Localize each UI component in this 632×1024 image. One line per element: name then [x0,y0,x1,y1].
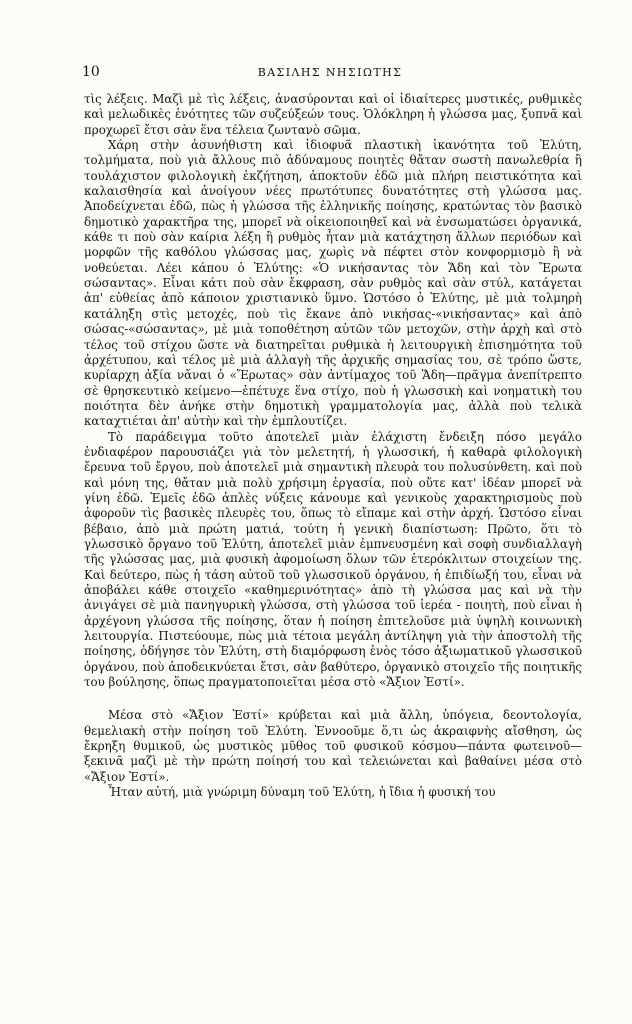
paragraph: Μέσα στὸ «Ἄξιον Ἐστί» κρύβεται καὶ μιὰ ἄλλη, ὑπόγεια, δεοντολογία, θεμελιακὴ στὴν ποίηση τοῦ Ἐλύτη. Ἐννοοῦμε ὅ,τι ὡς ἀκραιφνὴς αἴσθηση, ὡς ἔκρηξη θυμικοῦ, ὡς μυστικὸς μῦθος τοῦ φυσικοῦ κόσμου—πάντα φωτεινοῦ—ξεκινᾶ μαζὶ μὲ τὴν πρώτη ποίησή του καὶ τελειώνεται καὶ βαθαίνει μέσα στὸ «Ἄξιον Ἐστί». [84,708,582,784]
paragraph: Ἦταν αὐτή, μιὰ γνώριμη δύναμη τοῦ Ἐλύτη, ἡ ἴδια ἡ φυσική του [108,785,496,800]
page-header [82,64,578,84]
paragraph: τὶς λέξεις. Μαζὶ μὲ τὶς λέξεις, ἀνασύρονται καὶ οἱ ἰδιαίτερες μυστικές, ρυθμικὲς καὶ μελωδικὲς ἑνότητες τῶν συζεύξεών τους. Ὁλόκληρη ἡ γλώσσα μας, ξυπνᾶ καὶ προχωρεῖ ἔτσι σὰν ἕνα τέλεια ζωντανὸ σῶμα. [84,92,582,137]
paragraph: Τὸ παράδειγμα τοῦτο ἀποτελεῖ μιὰν ἐλάχιστη ἔνδειξη πόσο μεγάλο ἐνδιαφέρον παρουσιάζει γιὰ τὸν μελετητή, ἡ γλωσσική, ἡ καθαρὰ φιλολογικὴ ἔρευνα τοῦ ἔργου, ποὺ ἀποτελεῖ μιὰ σημαντικὴ πλευρὰ του πολυσύνθετη. καὶ ποὺ καὶ μόνη της, θἄταν μιὰ πολὺ χρήσιμη ἐργασία, ποὺ οὔτε κατ' ἰδέαν μπορεῖ νὰ γίνη ἐδῶ. Ἐμεῖς ἐδῶ ἁπλὲς νύξεις κάνουμε καὶ γενικοὺς χαρακτηρισμοὺς ποὺ ἀφοροῦν τὶς βασικὲς πλευρὲς του, ὅπως τὸ εἴπαμε καὶ στὴν ἀρχή. Ὡστόσο εἶναι βέβαιο, ἀπὸ μιὰ πρώτη ματιά, τούτη ἡ γενικὴ διαπίστωση: Πρῶτο, ὅτι τὸ γλωσσικὸ ὄργανο τοῦ Ἐλύτη, ἀποτελεῖ μιὰν ἐμπνευσμένη καὶ σοφὴ συνδιαλλαγὴ τῆς γλώσσας μας, μιὰ φυσικὴ ἀφομοίωση ὅλων τῶν ἑτερόκλιτων στοιχείων της. Καὶ δεύτερο, πὼς ἡ τάση αὐτοῦ τοῦ γλωσσικοῦ ὀργάνου, ἡ ἐπιδίωξή του, εἶναι νὰ ἀποβάλει κάθε στοιχεῖο «καθημερινότητας» ἀπὸ τὴ γλώσσα μας καὶ νὰ τὴν ἀνιγάγει σὲ μιὰ πανηγυρικὴ γλώσσα, στὴ γλώσσα τοῦ ἱερέα - ποιητὴ, ποὺ εἶναι ἡ ἀρχέγονη γλώσσα τῆς ποίησης, ὅταν ἡ ποίηση ἐπιτελοῦσε μιὰ ὑψηλὴ κοινωνικὴ λειτουργία. Πιστεύουμε, πὼς μιὰ τέτοια μεγάλη ἀντίληψη γιὰ τὴν ἀποστολὴ τῆς ποίησης, ὁδήγησε τὸν Ἐλύτη, στὴ διαμόρφωση ἑνὸς τόσο ἀξιωματικοῦ γλωσσικοῦ ὀργάνου, ποὺ ἀποδεικνύεται ἔτσι, σὰν βαθύτερο, ὀργανικὸ στοιχεῖο τῆς ποιητικῆς του βούλησης, ὅπως πραγματοποιεῖται μέσα στὸ «Ἄξιον Ἐστί». [84,429,582,690]
running-head: ΒΑΣΙΛΗΣ ΝΗΣΙΩΤΗΣ [257,66,403,79]
paragraph: Χάρη στὴν ἀσυνήθιστη καὶ ἰδιοφυᾶ πλαστικὴ ἱκανότητα τοῦ Ἐλύτη, τολμήματα, ποὺ γιὰ ἄλλους πιὸ ἀδύναμους ποιητὲς θἄταν σωστὴ πανωλεθρία ἢ τουλάχιστον φιλολογικὴ ἐκζήτηση, ἀποκτοῦν ἐδῶ μιὰ πλήρη πειστικότητα καὶ καλαισθησία καὶ ἀνοίγουν νέες πρωτότυπες δυνατότητες στὴ γλώσσα μας. Ἀποδείχνεται ἐδῶ, πὼς ἡ γλώσσα τῆς ἑλληνικῆς ποίησης, κρατώντας τὸν βασικὸ δημοτικὸ χαρακτῆρα της, μπορεῖ νὰ οἰκειοποιηθεῖ καὶ νὰ ἐνσωματώσει ὀργανικά, κάθε τι ποὺ σὰν καίρια λέξη ἢ ρυθμὸς ἦταν μιὰ κατάχτηση ἄλλων περιόδων καὶ μορφῶν τῆς καθόλου γλώσσας μας, χωρὶς νὰ πέφτει στὸν κονφορμισμὸ ἢ νὰ νοθεύεται. Λέει κάπου ὁ Ἐλύτης: «Ὁ νικήσαντας τὸν Ἅδη καὶ τὸν Ἔρωτα σώσαντας». Εἶναι κάτι ποὺ σὰν ἔκφραση, σὰν ρυθμὸς καὶ σὰν στύλ, κατάγεται ἀπ' εὐθείας ἀπὸ κάποιον χριστιανικὸ ὕμνο. Ὡστόσο ὁ Ἐλύτης, μὲ μιὰ τολμηρὴ κατάληξη στὶς μετοχές, ποὺ τὶς ἔκανε ἀπὸ νικήσας-«νικήσαντας» καὶ ἀπὸ σώσας-«σώσαντας», μὲ μιὰ τοποθέτηση αὐτῶν τῶν μετοχῶν, στὴν ἀρχὴ καὶ στὸ τέλος τοῦ στίχου ὥστε νὰ διατηρεῖται ρυθμικὰ ἡ λειτουργικὴ ἐπισημότητα τοῦ ἀρχέτυπου, καὶ τέλος μὲ μιὰ ἀλλαγὴ τῆς ἀρχικῆς σημασίας του, σὲ τρόπο ὥστε, κυρίαρχη ἀξία νἄναι ὁ «Ἔρωτας» σὰν ἀντίμαχος τοῦ Ἅδη—πρᾶγμα ἀνεπίτρεπτο σὲ θρησκευτικὸ κείμενο—ἐπέτυχε ἕνα στίχο, ποὺ ἡ γλωσσικὴ καὶ νοηματικὴ του ποιότητα δὲν ἀνήκε στὴν δημοτικὴ γραμματολογία μας, ἀλλὰ ποὺ τελικὰ καταχτιέται ἀπ' αὐτὴν καὶ τὴν ἐμπλουτίζει. [84,138,582,429]
body-text [84,92,582,800]
page-number: 10 [82,64,100,80]
